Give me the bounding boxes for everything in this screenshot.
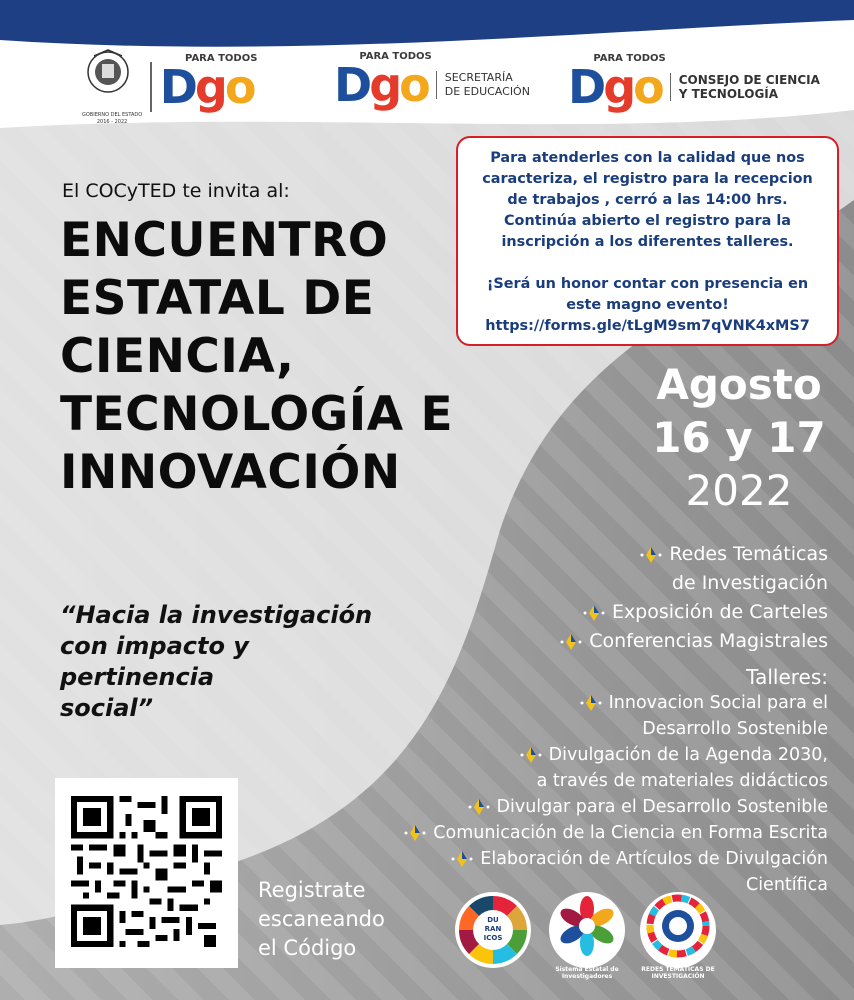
- slogan-line: social”: [60, 694, 154, 722]
- notice-line: de trabajos , cerró a las 14:00 hrs.: [507, 192, 788, 208]
- sparkle-diamond-icon: [403, 824, 427, 842]
- registration-notice: [456, 136, 839, 346]
- register-line: Registrate: [258, 878, 366, 902]
- workshop-item: Divulgar para el Desarrollo Sostenible: [403, 794, 828, 820]
- qr-code-icon: [71, 796, 222, 947]
- title-line: CIENCIA,: [60, 329, 295, 384]
- sparkle-diamond-icon: [639, 546, 663, 564]
- event-title: [60, 212, 453, 502]
- date-days: 16 y 17: [652, 413, 826, 462]
- workshop-item: Divulgación de la Agenda 2030,: [403, 742, 828, 768]
- sistema-investigadores-badge: [549, 892, 625, 968]
- date-year: 2022: [685, 466, 793, 515]
- talleres-heading: Talleres:: [746, 665, 828, 689]
- para-todos-tag: PARA TODOS: [593, 53, 666, 64]
- sparkle-diamond-icon: [519, 746, 543, 764]
- notice-line: este magno evento!: [566, 297, 729, 313]
- notice-line: inscripción a los diferentes talleres.: [501, 234, 794, 250]
- notice-line: caracteriza, el registro para la recepcion: [482, 171, 813, 187]
- para-todos-tag: PARA TODOS: [359, 51, 432, 62]
- seal-icon: [82, 48, 134, 108]
- event-slogan: [60, 600, 372, 724]
- notice-line: Para atenderles con la calidad que nos: [490, 150, 805, 166]
- workshop-item-cont: Científica: [745, 875, 828, 895]
- sparkle-diamond-icon: [450, 850, 474, 868]
- logo-cocyted: [568, 53, 820, 114]
- para-todos-tag: PARA TODOS: [185, 53, 258, 64]
- title-line: ENCUENTRO: [60, 213, 389, 268]
- qr-code[interactable]: [55, 778, 238, 968]
- activity-item: Redes Temáticas: [559, 540, 828, 569]
- workshop-item: Innovacion Social para el: [403, 690, 828, 716]
- badge-text: ICOS: [483, 934, 503, 942]
- workshops-list: [403, 690, 828, 898]
- slogan-line: con impacto y: [60, 632, 249, 660]
- intro-text: El COCyTED te invita al:: [62, 180, 290, 202]
- workshop-item-cont: Desarrollo Sostenible: [642, 719, 828, 739]
- secretaria-text: SECRETARÍA DE EDUCACIÓN: [436, 71, 530, 99]
- sparkle-diamond-icon: [467, 798, 491, 816]
- event-date: [634, 358, 844, 517]
- dgo-logo: Dgo PARA TODOS: [159, 53, 258, 114]
- notice-line: Continúa abierto el registro para la: [504, 213, 791, 229]
- dgo-logo: Dgo PARA TODOS: [568, 53, 666, 114]
- dgo-logo: Dgo PARA TODOS: [334, 51, 432, 112]
- activity-item: Exposición de Carteles: [559, 598, 828, 627]
- registration-link[interactable]: https://forms.gle/tLgM9sm7qVNK4xMS7: [485, 318, 810, 334]
- register-line: escaneando: [258, 907, 385, 931]
- sparkle-diamond-icon: [579, 694, 603, 712]
- workshop-item-cont: a través de materiales didácticos: [536, 771, 828, 791]
- seal-caption-1: GOBIERNO DEL ESTADO: [82, 112, 143, 118]
- title-line: INNOVACIÓN: [60, 445, 401, 500]
- state-seal: [82, 48, 142, 126]
- redes-label: REDES TEMÁTICAS DE INVESTIGACIÓN: [641, 966, 715, 980]
- date-month: Agosto: [656, 360, 822, 409]
- workshop-item: Comunicación de la Ciencia en Forma Escrita: [403, 820, 828, 846]
- register-line: el Código: [258, 936, 357, 960]
- activity-item: Conferencias Magistrales: [559, 627, 828, 656]
- redes-tematicas-badge: [640, 892, 716, 968]
- title-line: ESTATAL DE: [60, 271, 375, 326]
- seal-caption-2: 2016 - 2022: [96, 119, 128, 125]
- notice-line: ¡Será un honor contar con presencia en: [486, 276, 809, 292]
- sdg-ring-icon: [640, 892, 716, 968]
- activity-item-cont: de Investigación: [671, 572, 828, 594]
- logo-gobierno: [82, 48, 258, 126]
- consejo-text: CONSEJO DE CIENCIA Y TECNOLOGÍA: [670, 73, 820, 101]
- flower-logo-icon: [549, 892, 625, 968]
- logo-secretaria: [334, 51, 530, 112]
- title-line: TECNOLOGÍA E: [60, 387, 454, 442]
- activities-list: [559, 540, 828, 692]
- workshop-item: Elaboración de Artículos de Divulgación: [403, 846, 828, 872]
- badge-text: DU: [487, 916, 499, 924]
- badge-text: RAN: [484, 925, 502, 933]
- slogan-line: “Hacia la investigación: [60, 601, 373, 629]
- slogan-line: pertinencia: [60, 663, 215, 691]
- sparkle-diamond-icon: [582, 604, 606, 622]
- register-instruction: [258, 876, 385, 963]
- sistema-label: Sistema Estatal de Investigadores: [555, 966, 619, 980]
- sparkle-diamond-icon: [559, 633, 583, 651]
- duranicos-badge: [455, 892, 531, 968]
